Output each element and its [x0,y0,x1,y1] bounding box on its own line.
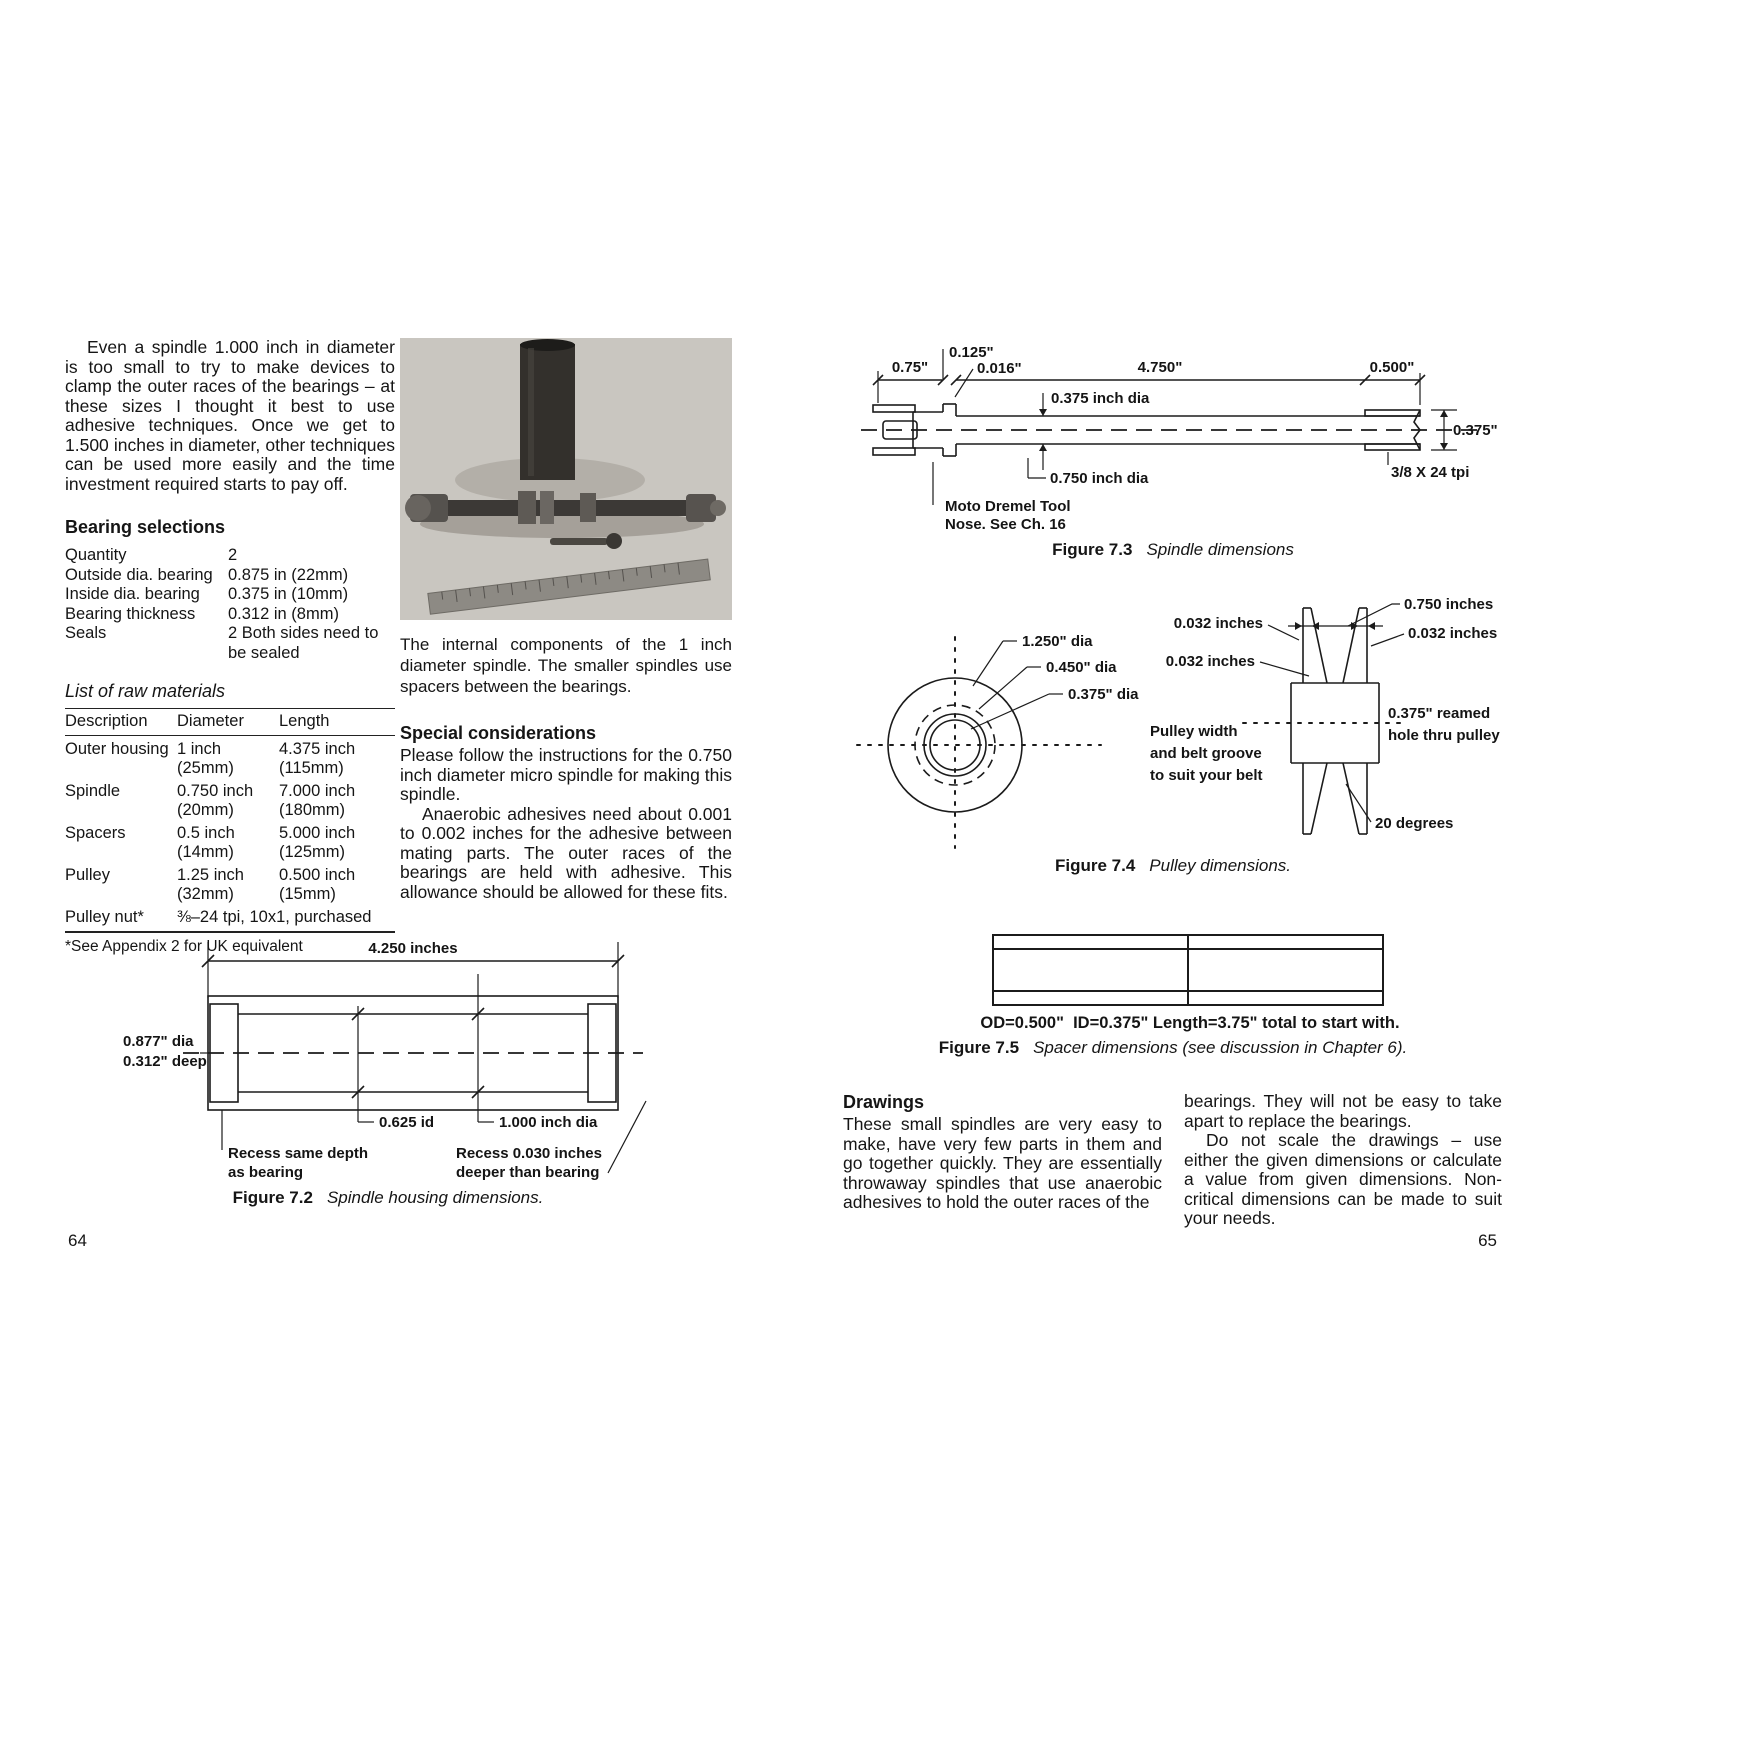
row-value: 0.312 in (8mm) [228,604,339,623]
svg-text:Pulley width: Pulley width [1150,723,1238,740]
table-row [65,605,395,625]
svg-text:0.375" reamed: 0.375" reamed [1388,705,1491,722]
cell: 0.5 inch (14mm) [177,824,235,861]
figure-7-5-drawing [990,932,1386,1008]
svg-text:0.625 id: 0.625 id [379,1114,435,1131]
row-value: 2 [228,546,238,564]
cell: Spindle [65,782,121,800]
cell: ⅜–24 tpi, 10x1, purchased [177,908,372,926]
drawings-column-2 [1184,1092,1502,1229]
page-number-right: 65 [1478,1231,1497,1250]
cell: 0.750 inch (20mm) [177,782,254,819]
figure-7-5-caption: Figure 7.5 Spacer dimensions (see discussion in Chapter 6). [938,1038,1408,1057]
svg-text:hole thru pulley: hole thru pulley [1388,727,1500,744]
drawings-paragraph-3: Do not scale the drawings – use either the given dimensions or calculate a value from given dimensions. Non-critical dimensions can be made to suit your needs. [1184,1130,1502,1228]
svg-text:as bearing: as bearing [228,1164,304,1181]
special-paragraph-1: Please follow the instructions for the 0.750 inch diameter micro spindle for making this spindle. [400,745,732,804]
drawings-heading: Drawings [843,1092,925,1112]
svg-text:0.375" dia: 0.375" dia [1068,686,1139,703]
row-label: Bearing thickness [65,604,196,623]
svg-text:3/8 X 24 tpi: 3/8 X 24 tpi [1391,464,1470,481]
table-row [65,585,395,605]
column-header: Description [65,712,148,730]
figure-7-2-caption: Figure 7.2 Spindle housing dimensions. [232,1188,544,1207]
cell: Pulley nut* [65,908,144,926]
row-label: Outside dia. bearing [65,565,213,584]
bearing-selections-table [65,546,395,663]
column-header: Diameter [177,712,244,730]
svg-text:4.750": 4.750" [1137,359,1183,376]
cell: 5.000 inch (125mm) [279,824,356,861]
svg-text:0.877" dia: 0.877" dia [123,1033,194,1050]
svg-text:0.032 inches: 0.032 inches [1173,615,1263,632]
drawings-column-1 [843,1092,1162,1213]
table-footnote: *See Appendix 2 for UK equivalent [65,938,303,955]
cell: Spacers [65,824,126,842]
svg-text:4.250 inches: 4.250 inches [368,940,458,957]
figure-7-4-caption: Figure 7.4 Pulley dimensions. [1054,856,1292,875]
row-value: 2 Both sides need to be sealed [228,624,379,662]
figure-7-3-drawing [843,335,1503,535]
svg-text:0.75": 0.75" [891,359,929,376]
svg-text:0.125": 0.125" [949,344,994,361]
cell: 1 inch (25mm) [177,740,234,777]
cell: 4.375 inch (115mm) [279,740,356,777]
table-row [65,822,395,864]
figure-7-5-spec: OD=0.500" ID=0.375" Length=3.75" total to start with. [980,1014,1400,1032]
middle-column [400,338,732,902]
drawings-paragraph-2: bearings. They will not be easy to take apart to replace the bearings. [1184,1091,1502,1131]
cell: Outer housing [65,740,169,758]
special-considerations-heading: Special considerations [400,723,597,743]
svg-text:0.375": 0.375" [1453,422,1498,439]
row-label: Inside dia. bearing [65,585,200,603]
spindle-components-photo [400,338,732,620]
figure-7-2-drawing [88,926,688,1182]
table-row [65,566,395,586]
cell: 1.25 inch (32mm) [177,866,244,903]
left-column [65,338,395,956]
svg-text:0.312" deep: 0.312" deep [123,1053,207,1070]
svg-text:0.500": 0.500" [1369,359,1415,376]
cell: 0.500 inch (15mm) [279,866,356,903]
row-value: 0.375 in (10mm) [228,585,349,603]
cell: Pulley [65,866,110,884]
special-paragraph-2: Anaerobic adhesives need about 0.001 to 0.002 inches for the adhesive between mating parts. The outer races of the bearings are held with adhesive. This allowance should be allowed for these fits. [400,803,732,902]
table-row [65,780,395,822]
svg-text:1.000 inch dia: 1.000 inch dia [499,1114,598,1131]
row-label: Quantity [65,546,127,564]
page-number-left: 64 [68,1231,87,1250]
svg-text:and belt groove: and belt groove [1150,745,1262,762]
svg-text:Recess same depth: Recess same depth [228,1145,369,1162]
bearing-selections-heading: Bearing selections [65,517,226,537]
table-row [65,736,395,780]
photo-caption: The internal components of the 1 inch diameter spindle. The smaller spindles use spacers between the bearings. [400,635,732,696]
svg-text:0.032 inches: 0.032 inches [1165,653,1255,670]
cell: 7.000 inch (180mm) [279,782,356,819]
column-header: Length [279,712,330,730]
svg-text:0.016": 0.016" [977,360,1022,377]
table-row [65,546,395,566]
svg-text:0.450" dia: 0.450" dia [1046,659,1117,676]
drawings-paragraph-1: These small spindles are very easy to make, have very few parts in them and go together quickly. They are essentially throwaway spindles that use anaerobic adhesives to hold the outer races of the [843,1114,1162,1212]
table-header-row [65,709,395,736]
svg-text:Recess 0.030 inches: Recess 0.030 inches [456,1145,602,1162]
intro-paragraph: Even a spindle 1.000 inch in diameter is too small to try to make devices to clamp the outer races of the bearings – at these sizes I thought it best to use adhesive techniques. Once we get to 1.500 inches in diameter, other techniques can be used more easily and the time investment required starts to pay off. [65,337,395,494]
row-value: 0.875 in (22mm) [228,565,349,584]
table-row [65,864,395,906]
svg-text:0.032 inches: 0.032 inches [1408,625,1498,642]
svg-text:0.750 inch dia: 0.750 inch dia [1050,470,1149,487]
svg-text:Nose. See Ch. 16: Nose. See Ch. 16 [945,516,1066,533]
figure-7-4-drawing [843,588,1503,850]
figure-7-3-caption: Figure 7.3 Spindle dimensions [1052,540,1294,559]
svg-text:0.750 inches: 0.750 inches [1404,596,1494,613]
raw-materials-heading: List of raw materials [65,681,226,701]
svg-text:0.375 inch dia: 0.375 inch dia [1051,390,1150,407]
svg-text:1.250" dia: 1.250" dia [1022,633,1093,650]
svg-text:to suit your belt: to suit your belt [1150,767,1263,784]
svg-text:deeper than bearing: deeper than bearing [456,1164,600,1181]
svg-text:20 degrees: 20 degrees [1375,815,1454,832]
table-row [65,624,395,663]
svg-text:Moto Dremel Tool: Moto Dremel Tool [945,498,1071,515]
raw-materials-table [65,708,395,933]
row-label: Seals [65,624,107,642]
